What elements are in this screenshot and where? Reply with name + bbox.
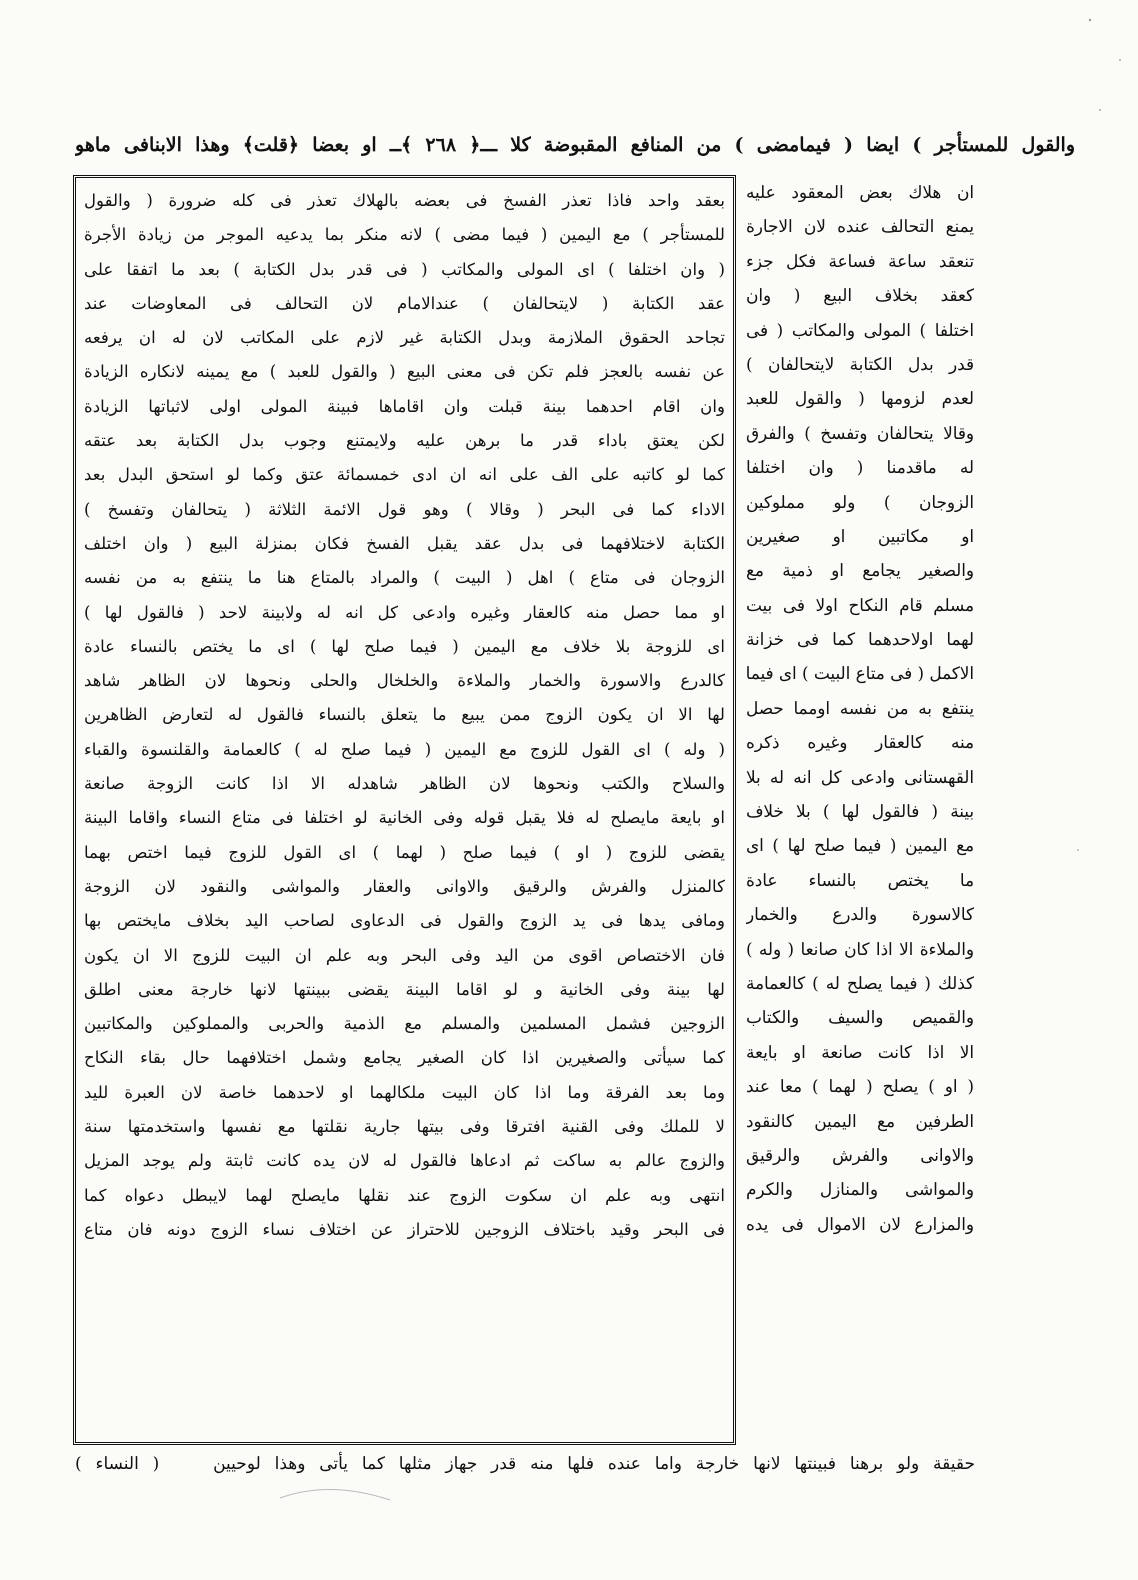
- margin-text-line: القهستانى وادعى كل انه له بلا: [746, 766, 974, 787]
- margin-text-line: والصغير يجامع او ذمية مع: [746, 560, 974, 581]
- margin-text-line: وقالا يتحالفان وتفسخ ) والفرق: [746, 422, 974, 443]
- main-text-line: الزوجان فى متاع ) اهل ( البيت ) والمراد بالمتاع هنا ما ينتفع به من نفسه: [84, 568, 725, 588]
- main-text-line: كالمنزل والفرش والرقيق والاوانى والعقار والمواشى والنقود لان الزوجة: [84, 876, 725, 896]
- main-text-line: او بايعة مايصلح له فلا يقبل قوله وفى الخانية لو اختلفا فى متاع النساء واقاما البينة: [84, 808, 725, 828]
- main-text-line: عقد الكتابة ( لايتحالفان ) عندالامام لان التحالف فى المعاوضات عند: [84, 293, 725, 313]
- margin-text-line: قدر بدل الكتابة لايتحالفان ): [746, 353, 974, 374]
- main-text-line: وان اقام احدهما بينة قبلت وان اقاماها فبينة المولى اولى لاثباتها الزيادة: [84, 396, 725, 416]
- main-text-line: الزوجين فشمل المسلمين والمسلم مع الذمية والحربى والمملوكين والمكاتبين: [84, 1014, 725, 1034]
- margin-text-line: والقميص والسيف والكتاب: [746, 1007, 974, 1028]
- margin-text-line: كالاسورة والدرع والخمار: [746, 904, 974, 925]
- main-text-line: بعقد واحد فاذا تعذر الفسخ فى بعضه بالهلاك تعذر فى كله ضرورة ( والقول: [84, 191, 725, 210]
- main-text-line: ( وله ) اى القول للزوج مع اليمين ( فيما صلح له ) كالعمامة والقلنسوة والقباء: [84, 739, 725, 759]
- margin-text-line: الطرفين مع اليمين كالنقود: [746, 1110, 974, 1131]
- margin-text-line: كذلك ( فيما يصلح له ) كالعمامة: [746, 972, 974, 993]
- main-text-line: يقضى للزوج ( او ) فيما صلح ( لهما ) اى القول للزوج فيما اختص بهما: [84, 842, 725, 862]
- margin-text-line: كعقد بخلاف البيع ( وان: [746, 285, 974, 306]
- margin-text-line: تنعقد ساعة فساعة فكل جزء: [746, 250, 974, 271]
- header-text: والقول للمستأجر ) ايضا ( فيمامضى ) من المنافع المقبوضة كلا ـــ﴿ ٢٦٨ ﴾ــ او بعضا ﴿قلت﴾ وهذا الابنافى ماهو: [75, 134, 1075, 156]
- margin-text-line: بينة ( فالقول لها ) بلا خلاف: [746, 801, 974, 822]
- main-text-line: ومافى يدها فى يد الزوج والقول فى الدعاوى لصاحب اليد بخلاف مايختص بها: [84, 911, 725, 931]
- main-text-line: كالدرع والاسورة والخمار والملاءة والخلخال والحلى ونحوها لان الظاهر شاهد: [84, 671, 725, 691]
- main-text-line: الكتابة لاختلافهما فى بدل عقد يقبل الفسخ فكان بمنزلة البيع ( وان اختلف: [84, 533, 725, 553]
- margin-text-line: يمنع التحالف عنده لان الاجارة: [746, 216, 974, 237]
- main-text-line: الاداء كما فى البحر ( وقالا ) وهو قول الائمة الثلاثة ( يتحالفان وتفسخ ): [84, 499, 725, 519]
- main-text-line: والسلاح والكتب ونحوها لان الظاهر شاهدله الا اذا كانت الزوجة صانعة: [84, 774, 725, 794]
- main-text-line: والزوج عالم به ساكت ثم ادعاها فالقول له لان يده كانت ثابتة ولم يوجد المزيل: [84, 1151, 725, 1171]
- margin-text-line: ان هلاك بعض المعقود عليه: [746, 182, 974, 202]
- margin-text-line: لهما اولاحدهما كما فى خزانة: [746, 629, 974, 650]
- margin-text-line: لعدم لزومها ( والقول للعبد: [746, 388, 974, 409]
- margin-text-line: منه كالعقار وغيره ذكره: [746, 732, 974, 753]
- main-text-box: [73, 175, 736, 1445]
- margin-text-line: الاكمل ( فى متاع البيت ) اى فيما: [746, 663, 974, 684]
- main-text-line: فان الاختصاص اقوى من اليد وفى البحر وبه علم ان البيت للزوج الا ان يكون: [84, 945, 725, 965]
- main-text-line: لكن يعتق باداء قدر ما برهن عليه ولايمتنع وجوب بدل الكتابة بعد عتقه: [84, 431, 725, 451]
- main-text-line: اى للزوجة بلا خلاف مع اليمين ( فيما صلح لها ) اى ما يختص بالنساء عادة: [84, 636, 725, 656]
- main-text-line: عن نفسه بالعجز فلم تكن فى معنى البيع ( والقول للعبد ) مع يمينه لانكاره الزيادة: [84, 362, 725, 382]
- margin-text-line: والاوانى والفرش والرقيق: [746, 1144, 974, 1165]
- main-text-line: كما لو كاتبه على الف على انه ان ادى خمسمائة عتق وكما لو استحق البدل بعد: [84, 465, 725, 485]
- margin-text-line: والمواشى والمنازل والكرم: [746, 1179, 974, 1200]
- margin-text-line: الا اذا كانت صانعة او بايعة: [746, 1041, 974, 1062]
- margin-text-line: مسلم قام النكاح اولا فى بيت: [746, 594, 974, 615]
- margin-commentary-column: [744, 175, 976, 1445]
- page-footer: [75, 1447, 975, 1481]
- margin-text-line: مع اليمين ( فيما صلح لها ) اى: [746, 835, 974, 856]
- margin-text-line: والمزارع لان الاموال فى يده: [746, 1213, 974, 1234]
- main-text-line: لها الا ان يكون الزوج ممن يبيع ما يتعلق بالنساء فالقول له لتعارض الظاهرين: [84, 705, 725, 725]
- main-text-line: تجاحد الحقوق الملازمة وبدل الكتابة غير لازم على المكاتب لان له ان يرفعه: [84, 328, 725, 348]
- margin-text-line: ( او ) يصلح ( لهما ) معا عند: [746, 1076, 974, 1097]
- footer-text: حقيقة ولو برهنا فبينتها لانها خارجة واما عنده فلها منه قدر جهاز مثلها كما يأتى وهذا لوحيين: [213, 1454, 975, 1474]
- margin-text-line: الزوجان ) ولو مملوكين: [746, 491, 974, 512]
- margin-text-line: اختلفا ) المولى والمكاتب ( فى: [746, 319, 974, 340]
- main-text-line: للمستأجر ) مع اليمين ( فيما مضى ) لانه منكر بما يدعيه الموجر من زيادة الأجرة: [84, 225, 725, 245]
- margin-text-line: ينتفع به من نفسه اومما حصل: [746, 697, 974, 718]
- main-text-line: فى البحر وقيد باختلاف الزوجين للاحتراز عن اختلاف نساء الزوج دونه فان متاع: [84, 1219, 725, 1239]
- page-header: [75, 128, 1075, 162]
- main-text-line: او مما حصل منه كالعقار وغيره وادعى كل انه له ولابينة لاحد ( فالقول لها ): [84, 602, 725, 622]
- main-text-line: ( وان اختلفا ) اى المولى والمكاتب ( فى قدر بدل الكتابة ) بعد ما اتفقا على: [84, 259, 725, 279]
- catchword: ( النساء ): [75, 1454, 160, 1474]
- margin-text-line: والملاءة الا اذا كان صانعا ( وله ): [746, 938, 974, 959]
- main-text-line: وما بعد الفرقة وما اذا كان البيت ملكالهما او لاحدهما خاصة لان العبرة لليد: [84, 1082, 725, 1102]
- margin-text-line: ما يختص بالنساء عادة: [746, 869, 974, 890]
- main-text-line: لا للملك وفى القنية افترقا وفى بيتها جارية نقلتها مع نفسها واستخدمتها سنة: [84, 1117, 725, 1137]
- margin-text-line: له ماقدمنا ( وان اختلفا: [746, 457, 974, 478]
- margin-text-line: او مكاتبين او صغيرين: [746, 525, 974, 546]
- main-text-line: انتهى وبه علم ان سكوت الزوج عند نقلها مايصلح لهما لايبطل دعواه كما: [84, 1185, 725, 1205]
- main-text-line: لها بينة وفى الخانية و لو اقاما البينة يقضى ببينتها لانها خارجة معنى اطلق: [84, 979, 725, 999]
- main-text-line: كما سيأتى والصغيرين اذا كان الصغير يجامع وشمل اختلافهما حال بقاء النكاح: [84, 1048, 725, 1068]
